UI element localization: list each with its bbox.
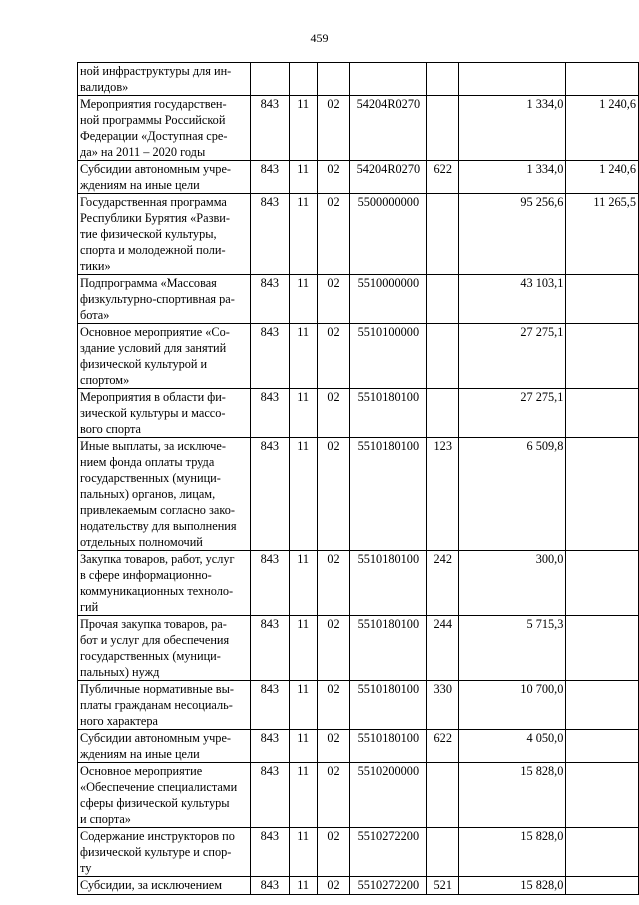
ministry-code-cell: 843: [250, 828, 289, 877]
table-row: [78, 877, 639, 895]
item-name-line: привлекаемым согласно зако-: [80, 503, 235, 517]
section-code-cell: 11: [289, 161, 317, 194]
item-name-line: ного характера: [80, 714, 158, 728]
item-name-cell: [78, 275, 251, 324]
expense-type-cell: [427, 324, 459, 389]
item-name-line: отдельных полномочий: [80, 535, 203, 549]
budget-table: [77, 62, 639, 895]
item-name-line: Республики Бурятия «Разви-: [80, 211, 230, 225]
item-name-line: Мероприятия государствен-: [80, 97, 227, 111]
item-name-line: коммуникационных техноло-: [80, 584, 234, 598]
amount-secondary-cell: [566, 551, 639, 616]
item-name-line: сферы физической культуры: [80, 796, 230, 810]
ministry-code-cell: 843: [250, 96, 289, 161]
target-article-cell: 5510000000: [350, 275, 427, 324]
section-code-cell: 11: [289, 96, 317, 161]
item-name-line: Субсидии автономным учре-: [80, 162, 231, 176]
item-name-line: ту: [80, 861, 92, 875]
item-name-cell: [78, 877, 251, 895]
table-row: [78, 438, 639, 551]
section-code-cell: 11: [289, 877, 317, 895]
section-code-cell: 11: [289, 194, 317, 275]
item-name-line: здание условий для занятий: [80, 341, 227, 355]
amount-cell: 15 828,0: [459, 763, 566, 828]
item-name-line: Прочая закупка товаров, ра-: [80, 617, 227, 631]
item-name-cell: [78, 828, 251, 877]
expense-type-cell: 244: [427, 616, 459, 681]
ministry-code-cell: 843: [250, 730, 289, 763]
subsection-code-cell: 02: [317, 161, 350, 194]
expense-type-cell: [427, 194, 459, 275]
ministry-code-cell: 843: [250, 877, 289, 895]
expense-type-cell: [427, 275, 459, 324]
amount-secondary-cell: [566, 275, 639, 324]
expense-type-cell: 242: [427, 551, 459, 616]
item-name-line: Субсидии автономным учре-: [80, 731, 231, 745]
target-article-cell: 5510272200: [350, 877, 427, 895]
item-name-line: и спорта»: [80, 812, 131, 826]
amount-secondary-cell: [566, 681, 639, 730]
item-name-line: да» на 2011 – 2020 годы: [80, 145, 206, 159]
subsection-code-cell: 02: [317, 828, 350, 877]
section-code-cell: 11: [289, 616, 317, 681]
amount-cell: 1 334,0: [459, 96, 566, 161]
item-name-line: Мероприятия в области фи-: [80, 390, 226, 404]
target-article-cell: 54204R0270: [350, 161, 427, 194]
item-name-cell: [78, 551, 251, 616]
amount-secondary-cell: [566, 828, 639, 877]
target-article-cell: 5510180100: [350, 681, 427, 730]
amount-cell: 27 275,1: [459, 389, 566, 438]
expense-type-cell: [427, 63, 459, 96]
target-article-cell: 5510180100: [350, 551, 427, 616]
item-name-line: «Обеспечение специалистами: [80, 780, 238, 794]
amount-secondary-cell: 1 240,6: [566, 161, 639, 194]
amount-secondary-cell: [566, 877, 639, 895]
table-row: [78, 763, 639, 828]
amount-secondary-cell: [566, 389, 639, 438]
subsection-code-cell: 02: [317, 877, 350, 895]
section-code-cell: 11: [289, 324, 317, 389]
target-article-cell: 5510180100: [350, 438, 427, 551]
item-name-line: Основное мероприятие «Со-: [80, 325, 230, 339]
item-name-line: физической культурой и: [80, 357, 208, 371]
section-code-cell: 11: [289, 681, 317, 730]
amount-secondary-cell: 11 265,5: [566, 194, 639, 275]
ministry-code-cell: 843: [250, 616, 289, 681]
item-name-line: пальных) органов, лицам,: [80, 487, 216, 501]
table-row: [78, 161, 639, 194]
item-name-line: Федерации «Доступная сре-: [80, 129, 228, 143]
amount-cell: [459, 63, 566, 96]
item-name-cell: [78, 389, 251, 438]
amount-secondary-cell: [566, 63, 639, 96]
target-article-cell: 5510100000: [350, 324, 427, 389]
table-row: [78, 681, 639, 730]
section-code-cell: 11: [289, 389, 317, 438]
amount-cell: 15 828,0: [459, 828, 566, 877]
amount-cell: 95 256,6: [459, 194, 566, 275]
item-name-line: физкультурно-спортивная ра-: [80, 292, 235, 306]
section-code-cell: 11: [289, 730, 317, 763]
section-code-cell: 11: [289, 551, 317, 616]
subsection-code-cell: 02: [317, 275, 350, 324]
item-name-line: ждениям на иные цели: [80, 747, 200, 761]
section-code-cell: [289, 63, 317, 96]
subsection-code-cell: 02: [317, 551, 350, 616]
item-name-line: спорта и молодежной поли-: [80, 243, 226, 257]
item-name-line: ной программы Российской: [80, 113, 226, 127]
target-article-cell: 5510180100: [350, 389, 427, 438]
amount-cell: 6 509,8: [459, 438, 566, 551]
item-name-line: Содержание инструкторов по: [80, 829, 235, 843]
expense-type-cell: [427, 763, 459, 828]
expense-type-cell: 521: [427, 877, 459, 895]
section-code-cell: 11: [289, 438, 317, 551]
subsection-code-cell: 02: [317, 389, 350, 438]
amount-cell: 4 050,0: [459, 730, 566, 763]
item-name-line: Закупка товаров, работ, услуг: [80, 552, 235, 566]
item-name-line: валидов»: [80, 80, 129, 94]
expense-type-cell: 622: [427, 161, 459, 194]
subsection-code-cell: 02: [317, 763, 350, 828]
amount-secondary-cell: [566, 324, 639, 389]
subsection-code-cell: 02: [317, 194, 350, 275]
target-article-cell: 5510200000: [350, 763, 427, 828]
subsection-code-cell: 02: [317, 438, 350, 551]
amount-secondary-cell: [566, 763, 639, 828]
item-name-cell: [78, 194, 251, 275]
subsection-code-cell: 02: [317, 96, 350, 161]
item-name-line: нодательству для выполнения: [80, 519, 237, 533]
item-name-line: гий: [80, 600, 99, 614]
amount-cell: 15 828,0: [459, 877, 566, 895]
item-name-cell: [78, 324, 251, 389]
item-name-line: пальных) нужд: [80, 665, 160, 679]
item-name-line: ной инфраструктуры для ин-: [80, 64, 232, 78]
item-name-line: Подпрограмма «Массовая: [80, 276, 217, 290]
item-name-cell: [78, 438, 251, 551]
item-name-line: в сфере информационно-: [80, 568, 212, 582]
item-name-cell: [78, 616, 251, 681]
table-row: [78, 275, 639, 324]
expense-type-cell: [427, 828, 459, 877]
item-name-line: Публичные нормативные вы-: [80, 682, 234, 696]
amount-cell: 43 103,1: [459, 275, 566, 324]
ministry-code-cell: 843: [250, 324, 289, 389]
subsection-code-cell: 02: [317, 681, 350, 730]
ministry-code-cell: 843: [250, 551, 289, 616]
page-number: 459: [310, 31, 329, 45]
ministry-code-cell: 843: [250, 763, 289, 828]
ministry-code-cell: 843: [250, 275, 289, 324]
ministry-code-cell: 843: [250, 389, 289, 438]
item-name-cell: [78, 96, 251, 161]
table-row: [78, 551, 639, 616]
table-row: [78, 730, 639, 763]
item-name-line: бот и услуг для обеспечения: [80, 633, 230, 647]
amount-cell: 5 715,3: [459, 616, 566, 681]
table-row: [78, 96, 639, 161]
subsection-code-cell: 02: [317, 730, 350, 763]
budget-table-body: [78, 63, 639, 895]
expense-type-cell: 123: [427, 438, 459, 551]
item-name-line: спортом»: [80, 373, 130, 387]
amount-secondary-cell: [566, 438, 639, 551]
item-name-line: платы гражданам несоциаль-: [80, 698, 233, 712]
table-row: [78, 194, 639, 275]
item-name-line: вого спорта: [80, 422, 141, 436]
item-name-cell: [78, 763, 251, 828]
amount-cell: 27 275,1: [459, 324, 566, 389]
ministry-code-cell: 843: [250, 161, 289, 194]
item-name-line: физической культуре и спор-: [80, 845, 232, 859]
target-article-cell: 5500000000: [350, 194, 427, 275]
subsection-code-cell: 02: [317, 616, 350, 681]
item-name-cell: [78, 161, 251, 194]
item-name-line: зической культуры и массо-: [80, 406, 226, 420]
item-name-line: бота»: [80, 308, 110, 322]
item-name-cell: [78, 63, 251, 96]
amount-secondary-cell: [566, 730, 639, 763]
expense-type-cell: [427, 96, 459, 161]
item-name-line: Основное мероприятие: [80, 764, 203, 778]
section-code-cell: 11: [289, 763, 317, 828]
table-row: [78, 63, 639, 96]
table-row: [78, 616, 639, 681]
item-name-line: Государственная программа: [80, 195, 227, 209]
amount-secondary-cell: [566, 616, 639, 681]
ministry-code-cell: 843: [250, 438, 289, 551]
target-article-cell: 5510180100: [350, 730, 427, 763]
item-name-line: Иные выплаты, за исключе-: [80, 439, 226, 453]
expense-type-cell: [427, 389, 459, 438]
subsection-code-cell: 02: [317, 324, 350, 389]
item-name-line: Субсидии, за исключением: [80, 878, 223, 892]
item-name-cell: [78, 730, 251, 763]
table-row: [78, 828, 639, 877]
target-article-cell: 5510272200: [350, 828, 427, 877]
section-code-cell: 11: [289, 828, 317, 877]
amount-cell: 300,0: [459, 551, 566, 616]
table-row: [78, 389, 639, 438]
expense-type-cell: 622: [427, 730, 459, 763]
ministry-code-cell: 843: [250, 194, 289, 275]
item-name-cell: [78, 681, 251, 730]
target-article-cell: [350, 63, 427, 96]
ministry-code-cell: [250, 63, 289, 96]
table-row: [78, 324, 639, 389]
section-code-cell: 11: [289, 275, 317, 324]
subsection-code-cell: [317, 63, 350, 96]
item-name-line: ждениям на иные цели: [80, 178, 200, 192]
target-article-cell: 54204R0270: [350, 96, 427, 161]
amount-secondary-cell: 1 240,6: [566, 96, 639, 161]
item-name-line: тие физической культуры,: [80, 227, 217, 241]
ministry-code-cell: 843: [250, 681, 289, 730]
expense-type-cell: 330: [427, 681, 459, 730]
amount-cell: 10 700,0: [459, 681, 566, 730]
item-name-line: государственных (муници-: [80, 471, 221, 485]
target-article-cell: 5510180100: [350, 616, 427, 681]
item-name-line: нием фонда оплаты труда: [80, 455, 215, 469]
item-name-line: государственных (муници-: [80, 649, 221, 663]
amount-cell: 1 334,0: [459, 161, 566, 194]
item-name-line: тики»: [80, 259, 111, 273]
